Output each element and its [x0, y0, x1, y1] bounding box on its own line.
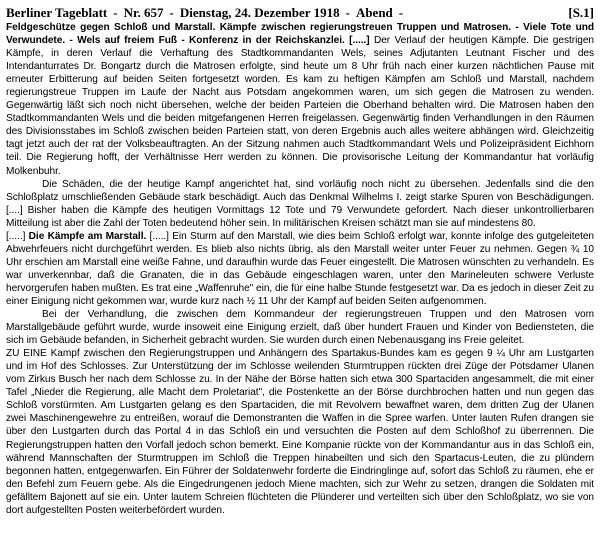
edition: Abend [355, 5, 393, 20]
article-body [6, 21, 594, 517]
paragraph-3-text: [.....] Ein Sturm auf den Marstall, wie dies beim Schloß erfolgt war, konnte infolge des gutgeleiteten Abwehrfeuers nicht durchgeführt werden. Es blieb also nichts übrig, als den Marstall weiter unter Feuer zu nehmen. Gegen ¾ 10 Uhr erschien am Marstall eine weiße Fahne, und daraufhin wurde das Feuer eingestellt. Die Matrosen wünschten zu verhandeln. Es war unverkennbar, daß die Granaten, die in das Gebäude eingeschlagen waren, unter den Marineleuten schwere Verluste hervorgerufen haben mußten. Es trat eine „Waffenruhe" ein, die für eine halbe Stunde festgesetzt war. Da es jedoch in dieser Zeit zu einer Einigung nicht gekommen war, wurde kurz nach ½ 11 Uhr der Kampf auf beiden Seiten aufgenommen. [6, 230, 594, 307]
masthead [6, 4, 594, 21]
paragraph-3-prefix: [.....] [6, 230, 29, 242]
paragraph-4: Bei der Verhandlung, die zwischen dem Kommandeur der regierungstreuen Truppen und den Matrosen vom Marstallgebäude geführt wurde, wurde insoweit eine Einigung erzielt, daß über hundert Frauen und Kinder von Bediensteten, die sich im Gebäude befanden, in Sicherheit gebracht wurden. Sie wurden durch einen Nebenausgang ins Freie geleitet. [6, 309, 594, 347]
page-reference: [S.1] [568, 5, 594, 20]
section-subhead-marstall: Die Kämpfe am Marstall. [28, 230, 147, 242]
newspaper-page [6, 4, 594, 556]
issue-number: Nr. 657 [123, 5, 164, 20]
issue-date: Dienstag, 24. Dezember 1918 [179, 5, 340, 20]
paragraph-1: Der Verlauf der heutigen Kämpfe. Die gestrigen Kämpfe, in deren Verlauf die Verhaftung des Stadtkommandanten Wels, seines Adjutanten Leutnant Fischer und des Intendanturrates Dr. Bongartz durch die Matrosen erfolgte, sind heute um 8 Uhr früh nach einer kurzen nächtlichen Pause mit erneuter Erbitterung auf beiden Seiten fortgesetzt worden. Es kam zu heftigen Kämpfen am Schloß und Marstall, nachdem regierungstreue Truppen im Laufe der Nacht aus Potsdam angekommen waren, um sich gegen die Matrosen zu wenden. Gegenwärtig läßt sich noch nicht übersehen, welche der beiden Parteien die Oberhand behalten wird. Die Matrosen haben den Stadtkommandanten Wels und die beiden mitgefangenen Herren freigelassen. Gegenwärtig finden Verhandlungen in den Räumen des Divisionsstabes im Schloß zwischen beiden Parteien statt, von deren Ergebnis auch alles weitere abhängen wird. Gleichzeitig tagt jetzt auch der rat der Volksbeauftragten. An der Sitzung nahmen auch Stadtkommandant Wels und Polizeipräsident Eichhorn teil. Die Regierung hofft, der Verhältnisse Herr werden zu können. Die provisorische Leitung der Kommandantur hat vorläufig Molkenbuhr. [6, 35, 595, 177]
paragraph-3 [6, 230, 594, 308]
paragraph-5: ZU EINE Kampf zwischen den Regierungstruppen und Anhängern des Spartakus-Bundes kam es gegen 9 ¼ Uhr am Lustgarten und im Hof des Schlosses. Zur Unterstützung der im Schlosse weilenden Sturmtruppen rückten drei Züge der Potsdamer Ulanen vom Zirkus Busch her nach dem Schlosse zu. In der Nähe der Börse hatten sich etwa 300 Spartaciden angesammelt, die mit einer Tafel „Nieder die Regierung, alle Macht dem Proletariat", die Postenkette an der Börse durchbrochen hatten und nun gegen das Schloß vorstürmten. Am Lustgarten gelang es den Spartaciden, die mit Revolvern bewaffnet waren, dem dritten Zug der Ulanen zwei Maschinengewehre zu entreißen, worauf die Demonstranten die Waffen in die Spree warfen. Unter lauten Rufen drangen sie über den Lustgarten durch das Portal 4 in das Schloß ein und versuchten die Posten auf dem Schloßhof zu überrennen. Die Regierungstruppen hatten den Vorfall jedoch schon bemerkt. Eine Kompanie rückte von der Kommandantur aus in das Schloß ein, während Mannschaften der Sturmtruppen im Schloß die Treppen hinabeilten und sich den Spartacus-Leuten, die zu plündern begonnen hatten, entgegenwarfen. Ein Führer der Soldatenwehr forderte die Eindringlinge auf, sofort das Schloß zu räumen, ehe er den Befehl zum Feuern gebe. Als die Eingedrungenen jedoch Miene machten, sich zur Wehr zu setzen, drangen die Soldaten mit gefälltem Bajonett auf sie ein. Unter lautem Schreien flüchteten die Plünderer und verteilten sich über den Schloßplatz, wo sie von dort aufgestellten Posten weiterbefördert wurden. [6, 348, 594, 516]
paragraph-2: Die Schäden, die der heutige Kampf angerichtet hat, sind vorläufig noch nicht zu übersehen. Jedenfalls sind die den Schloßplatz umschließenden Gebäude stark beschädigt. Auch das Denkmal Wilhelms I. zeigt starke Spuren von Beschädigungen. [....] Bisher haben die Kämpfe des heutigen Vormittags 12 Tote und 79 Verwundete gefordert. Nach dieser unkontrollierbaren Mitteilung ist aber die Zahl der Toten bedeutend höher sein. In militärischen Kreisen schätzt man sie auf mindestens 80. [6, 178, 594, 229]
newspaper-name: Berliner Tageblatt [6, 5, 108, 20]
masthead-left: Berliner Tageblatt - Nr. 657 - Dienstag, 24. Dezember 1918 - Abend - [6, 5, 404, 20]
article-lead-paragraph [6, 21, 594, 178]
article-headline: Feldgeschütze gegen Schloß und Marstall. Kämpfe zwischen regierungstreuen Truppen und Matrosen. - Viele Tote und Verwundete. - Wels auf freiem Fuß - Konferenz in der Reichskanzlei. [.....] [6, 22, 594, 47]
